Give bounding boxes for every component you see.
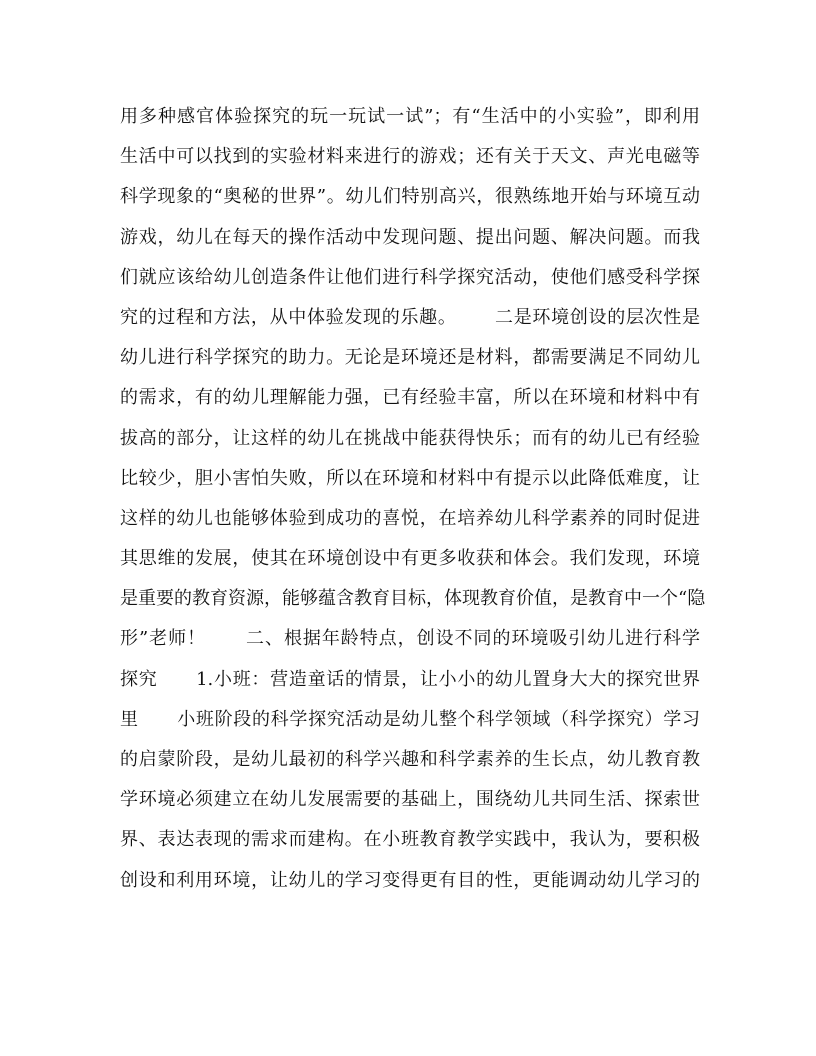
text-line-19: 界、表达表现的需求而建构。在小班教育教学实践中，我认为，要积极 — [120, 829, 700, 851]
text-line-2: 生活中可以找到的实验材料来进行的游戏；还有关于天文、声光电磁等 — [120, 146, 700, 168]
text-line-17: 的启蒙阶段，是幼儿最初的科学兴趣和科学素养的生长点，幼儿教育教 — [120, 749, 700, 770]
text-line-12: 其思维的发展，使其在环境创设中有更多收获和体会。我们发现，环境 — [120, 548, 700, 570]
text-line-13: 是重要的教育资源，能够蕴含教育目标，体现教育价值，是教育中一个“隐 — [120, 588, 706, 610]
text-line-6: 究的过程和方法，从中体验发现的乐趣。 二是环境创设的层次性是 — [120, 306, 700, 328]
text-line-1: 用多种感官体验探究的玩一玩试一试”；有“生活中的小实验”，即利用 — [120, 106, 700, 127]
text-line-9: 拔高的部分，让这样的幼儿在挑战中能获得快乐；而有的幼儿已有经验 — [120, 427, 700, 449]
text-line-20: 创设和利用环境，让幼儿的学习变得更有目的性，更能调动幼儿学习的 — [120, 869, 700, 891]
text-line-16: 里 小班阶段的科学探究活动是幼儿整个科学领域（科学探究）学习 — [120, 708, 700, 730]
text-line-8: 的需求，有的幼儿理解能力强，已有经验丰富，所以在环境和材料中有 — [120, 387, 700, 409]
text-line-5: 们就应该给幼儿创造条件让他们进行科学探究活动，使他们感受科学探 — [120, 266, 700, 288]
text-line-7: 幼儿进行科学探究的助力。无论是环境还是材料，都需要满足不同幼儿 — [120, 347, 700, 369]
text-line-3: 科学现象的“奥秘的世界”。幼儿们特别高兴，很熟练地开始与环境互动 — [120, 186, 700, 208]
text-line-10: 比较少，胆小害怕失败，所以在环境和材料中有提示以此降低难度，让 — [120, 467, 700, 489]
text-line-14: 形”老师！ 二、根据年龄特点，创设不同的环境吸引幼儿进行科学 — [120, 628, 700, 650]
body-text — [120, 101, 706, 905]
text-line-18: 学环境必须建立在幼儿发展需要的基础上，围绕幼儿共同生活、探索世 — [120, 789, 700, 811]
text-line-15: 探究 1.小班：营造童话的情景，让小小的幼儿置身大大的探究世界 — [120, 668, 700, 690]
text-line-4: 游戏，幼儿在每天的操作活动中发现问题、提出问题、解决问题。而我 — [120, 226, 700, 248]
text-line-11: 这样的幼儿也能够体验到成功的喜悦，在培养幼儿科学素养的同时促进 — [120, 507, 700, 529]
